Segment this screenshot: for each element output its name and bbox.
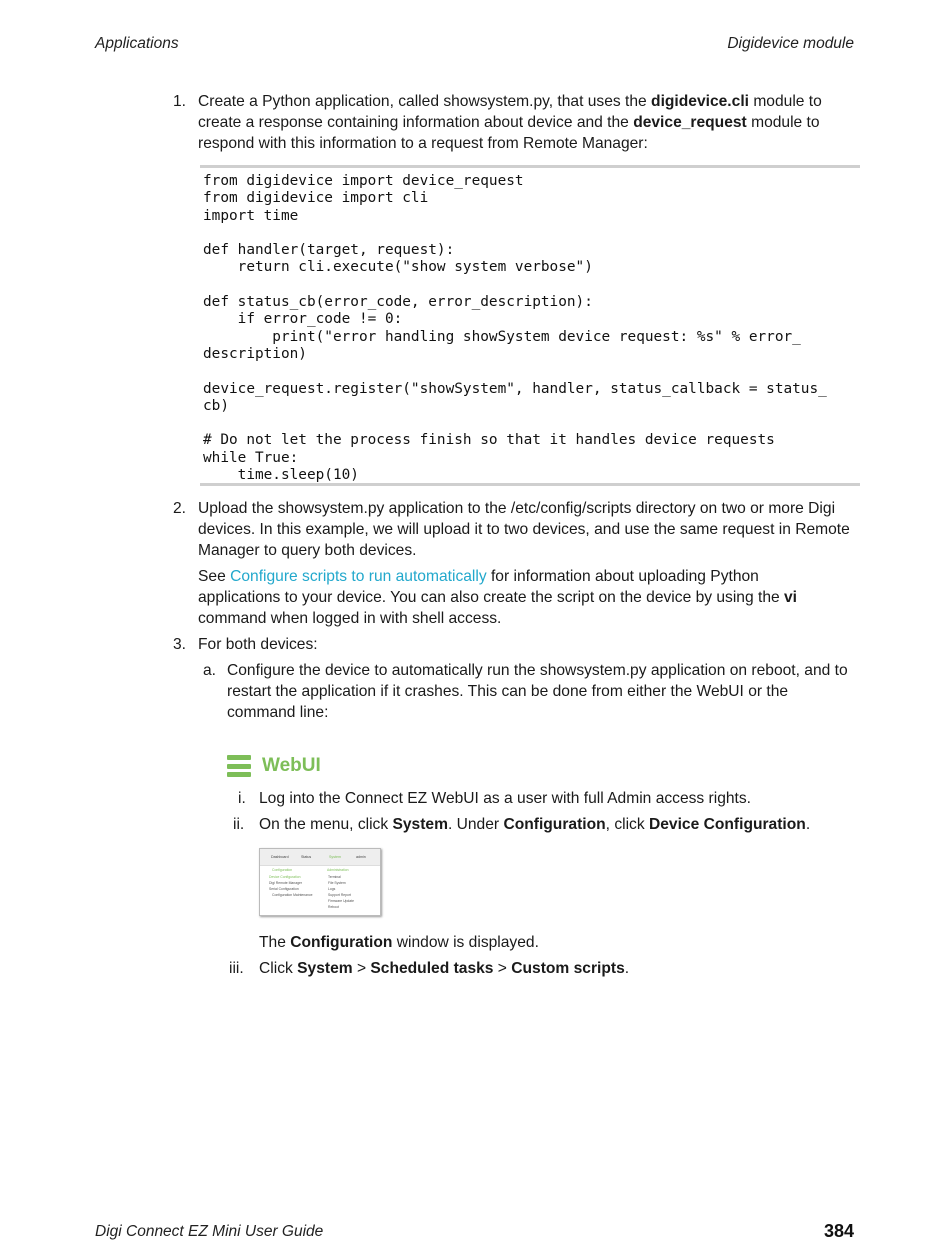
screenshot-col-head: Administration xyxy=(327,868,349,872)
bold-term: Configuration xyxy=(503,816,606,833)
text-run: Create a Python application, called showsystem.py, that uses the xyxy=(198,93,652,110)
bold-term: Device Configuration xyxy=(648,816,806,833)
text-run: module to respond with this information to a request from Remote Manager: xyxy=(198,114,820,152)
roman-number: i. xyxy=(238,790,246,807)
screenshot-tab: Status xyxy=(301,855,312,859)
step-number: 2. xyxy=(173,500,187,517)
screenshot-item: Digi Remote Manager xyxy=(269,881,302,885)
screenshot-item: File System xyxy=(328,881,346,885)
text-run: module to create a response containing information about device and the xyxy=(198,93,822,131)
text-run: , click xyxy=(605,816,649,833)
bold-term: vi xyxy=(784,589,798,606)
bold-term: System xyxy=(297,960,353,977)
screenshot-col-head: Configuration xyxy=(272,868,293,872)
bold-term: Configuration xyxy=(290,934,393,951)
screenshot-item: Reboot xyxy=(328,905,339,909)
header-topic-title: Digidevice module xyxy=(727,35,854,52)
menu-icon xyxy=(227,755,251,777)
text-run: . Under xyxy=(447,816,504,833)
screenshot-item: Serial Configuration xyxy=(269,887,299,891)
screenshot-tab: System xyxy=(329,855,341,859)
webui-label: WebUI xyxy=(262,755,321,776)
screenshot-item: Terminal xyxy=(328,875,341,879)
header-section-title: Applications xyxy=(95,35,179,52)
text-run: Click xyxy=(259,960,298,977)
step-number: 1. xyxy=(173,93,187,110)
webui-step-ii-text xyxy=(259,814,810,835)
step-1-text xyxy=(198,91,860,154)
text-run: . xyxy=(624,960,630,977)
screenshot-tab: admin xyxy=(356,855,366,859)
configuration-displayed-text xyxy=(259,932,539,953)
screenshot-tab: Dashboard xyxy=(271,855,289,859)
menu-screenshot xyxy=(259,848,381,916)
webui-step-i-text: Log into the Connect EZ WebUI as a user with full Admin access rights. xyxy=(259,790,752,807)
substep-a-text: Configure the device to automatically run the showsystem.py application on reboot, and to restart the application if it crashes. This can be done from either the WebUI or the command line: xyxy=(227,662,848,721)
page-number: 384 xyxy=(823,1221,854,1241)
footer-guide-title: Digi Connect EZ Mini User Guide xyxy=(95,1223,324,1240)
substep-letter: a. xyxy=(203,662,217,679)
screenshot-item: Device Configuration xyxy=(269,875,301,879)
screenshot-item: Configuration Maintenance xyxy=(272,893,313,897)
text-run: window is displayed. xyxy=(392,934,539,951)
bold-term: Scheduled tasks xyxy=(370,960,494,977)
bold-term: device_request xyxy=(633,114,747,131)
step-number: 3. xyxy=(173,636,187,653)
text-run: The xyxy=(259,934,291,951)
text-run: . xyxy=(805,816,811,833)
roman-number: iii. xyxy=(229,960,244,977)
roman-number: ii. xyxy=(233,816,245,833)
text-run: for information about uploading Python applications to your device. You can also create the script on the device by using the xyxy=(198,568,784,606)
see-also-paragraph xyxy=(198,566,818,629)
text-run: > xyxy=(352,960,371,977)
webui-step-iii-text xyxy=(259,958,629,979)
bold-term: System xyxy=(392,816,448,833)
text-run: > xyxy=(493,960,512,977)
text-run: See xyxy=(198,568,231,585)
step-2-text: Upload the showsystem.py application to the /etc/config/scripts directory on two or more Digi devices. In this example, we will upload it to two devices, and use the same request in Remote Manager to query both devices. xyxy=(198,500,850,559)
python-code: from digidevice import device_request from digidevice import cli import time def handler(target, request): return cli.execute("show system verbose") def status_cb(error_code, error_description): if error_code != 0: print("error handling showSystem device request: %s" % error_ description) device_request.register("showSystem", handler, status_callback = status_ cb) # Do not let the process finish so that it handles device requests while True: time.sleep(10) xyxy=(203,173,827,484)
webui-heading xyxy=(227,753,321,779)
step-3-text: For both devices: xyxy=(198,636,318,653)
screenshot-item: Support Report xyxy=(328,893,351,897)
configure-scripts-link[interactable]: Configure scripts to run automatically xyxy=(230,568,487,585)
text-run: command when logged in with shell access. xyxy=(198,610,502,627)
bold-term: Custom scripts xyxy=(511,960,625,977)
screenshot-item: Firmware Update xyxy=(328,899,355,903)
code-block xyxy=(200,165,860,486)
screenshot-toolbar xyxy=(260,849,380,866)
text-run: On the menu, click xyxy=(259,816,393,833)
bold-term: digidevice.cli xyxy=(651,93,749,110)
screenshot-item: Logs xyxy=(328,887,336,891)
